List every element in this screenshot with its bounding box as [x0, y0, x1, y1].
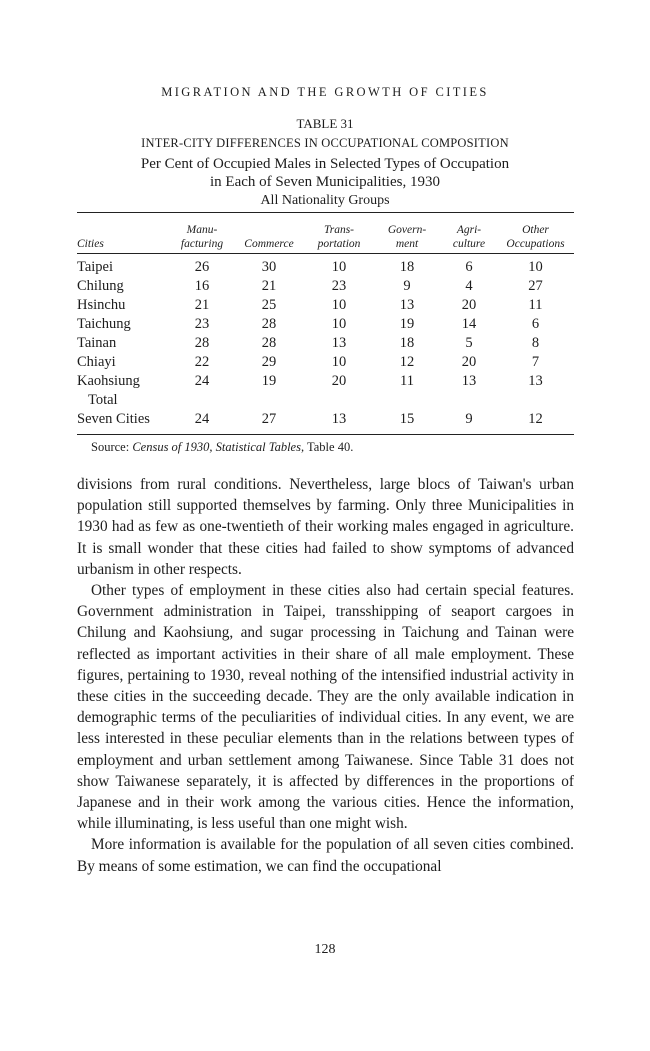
body-text — [77, 474, 574, 877]
cell-value: 10 — [331, 316, 347, 332]
table-top-rule — [77, 212, 574, 213]
cell-value: 10 — [528, 259, 543, 275]
header-government: Govern- ment — [387, 224, 427, 250]
occupation-table — [77, 214, 574, 429]
cell-value: 15 — [399, 411, 415, 427]
row-city: Seven Cities — [77, 411, 150, 427]
cell-value: 21 — [261, 278, 277, 294]
cell-value: 9 — [465, 411, 473, 427]
header-other-occupations: Other Occupations — [506, 224, 565, 250]
table-subtitle — [0, 155, 650, 191]
row-city: Hsinchu — [77, 297, 126, 313]
cell-value: 10 — [331, 297, 347, 313]
cell-value: 27 — [261, 411, 277, 427]
cell-value: 20 — [331, 373, 347, 389]
cell-value: 18 — [399, 335, 415, 351]
cell-value: 20 — [461, 297, 477, 313]
row-city: Chiayi — [77, 354, 116, 370]
cell-value: 12 — [399, 354, 415, 370]
total-label: Total — [88, 392, 118, 408]
row-city: Taipei — [77, 259, 114, 275]
cell-value: 10 — [331, 354, 347, 370]
table-subtitle-line-1: Per Cent of Occupied Males in Selected Types of Occupation — [140, 156, 510, 172]
cell-value: 21 — [194, 297, 210, 313]
table-row — [77, 334, 574, 353]
cell-value: 11 — [528, 297, 543, 313]
cell-value: 12 — [528, 411, 543, 427]
table-row — [77, 296, 574, 315]
cell-value: 11 — [400, 373, 414, 389]
cell-value: 8 — [531, 335, 540, 351]
cell-value: 9 — [403, 278, 411, 294]
cell-value: 13 — [528, 373, 543, 389]
cell-value: 22 — [194, 354, 210, 370]
cell-value: 26 — [194, 259, 210, 275]
header-transportation: Trans- portation — [317, 224, 361, 250]
cell-value: 7 — [531, 354, 540, 370]
table-row — [77, 372, 574, 391]
cell-value: 13 — [461, 373, 477, 389]
cell-value: 27 — [528, 278, 543, 294]
cell-value: 28 — [261, 335, 277, 351]
cell-value: 28 — [261, 316, 277, 332]
table-row — [77, 315, 574, 334]
page-number: 128 — [314, 942, 336, 957]
row-city: Tainan — [77, 335, 117, 351]
header-cities: Cities — [77, 238, 104, 250]
cell-value: 18 — [399, 259, 415, 275]
row-city: Chilung — [77, 278, 124, 294]
table-total-label-row — [77, 391, 574, 410]
table-total-row — [77, 410, 574, 429]
cell-value: 14 — [461, 316, 477, 332]
cell-value: 19 — [399, 316, 415, 332]
paragraph: Other types of employment in these cities also had certain special features. Government administration in Taipei, transshipping of seaport cargoes in Chilung and Kaohsiung, and sugar processing in Taichung and Tainan were reflected as important activities in their share of all male employment. These figures, pertaining to 1930, reveal nothing of the intensified industrial activity in these cities in the succeeding decade. They are the only available indication in demographic terms of the peculiarities of individual cities. In any event, we are less interested in these peculiar elements than in the relations between types of employment and urban settlement among Taiwanese. Since Table 31 does not show Taiwanese separately, it is affected by differences in the proportions of Japanese and in their work among the various cities. Hence the information, while illuminating, is less useful than one might wish. — [77, 582, 574, 833]
table-row — [77, 277, 574, 296]
cell-value: 23 — [194, 316, 210, 332]
cell-value: 24 — [194, 411, 210, 427]
table-group-label: All Nationality Groups — [260, 193, 390, 208]
cell-value: 13 — [399, 297, 415, 313]
cell-value: 5 — [465, 335, 473, 351]
paragraph: More information is available for the population of all seven cities combined. By means of some estimation, we can find the occupational — [77, 836, 574, 875]
table-header-row — [77, 214, 574, 254]
cell-value: 23 — [331, 278, 347, 294]
cell-value: 20 — [461, 354, 477, 370]
cell-value: 4 — [465, 278, 473, 294]
cell-value: 16 — [194, 278, 210, 294]
paragraph: divisions from rural conditions. Nevertheless, large blocs of Taiwan's urban population still supported themselves by farming. Only three Municipalities in 1930 had as few as one-twentieth of their working males engaged in agriculture. It is small wonder that these cities had failed to show symptoms of advanced urbanism in other respects. — [77, 476, 574, 578]
cell-value: 30 — [261, 259, 277, 275]
cell-value: 6 — [465, 259, 473, 275]
cell-value: 25 — [261, 297, 277, 313]
header-agriculture: Agri- culture — [452, 224, 486, 250]
cell-value: 28 — [194, 335, 210, 351]
cell-value: 10 — [331, 259, 347, 275]
table-number: TABLE 31 — [296, 116, 354, 131]
cell-value: 6 — [531, 316, 540, 332]
cell-value: 19 — [261, 373, 277, 389]
row-city: Kaohsiung — [77, 373, 140, 389]
cell-value: 13 — [331, 411, 347, 427]
table-source-note: Source: Census of 1930, Statistical Tables, Table 40. — [91, 440, 354, 454]
running-head: MIGRATION AND THE GROWTH OF CITIES — [161, 85, 489, 99]
row-city: Taichung — [77, 316, 131, 332]
cell-value: 29 — [261, 354, 277, 370]
header-commerce: Commerce — [244, 238, 294, 250]
table-row — [77, 353, 574, 372]
header-manufacturing: Manu- facturing — [180, 224, 224, 250]
cell-value: 24 — [194, 373, 210, 389]
table-bottom-rule — [77, 434, 574, 435]
table-subtitle-line-2: in Each of Seven Municipalities, 1930 — [210, 174, 440, 190]
cell-value: 13 — [331, 335, 347, 351]
table-title: INTER-CITY DIFFERENCES IN OCCUPATIONAL COMPOSITION — [141, 136, 509, 150]
table-row — [77, 254, 574, 277]
